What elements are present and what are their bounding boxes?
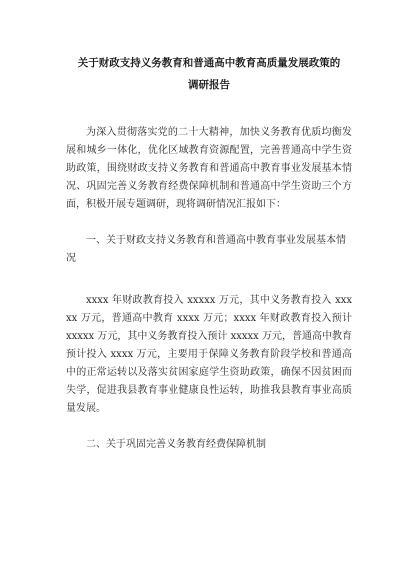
section-2-heading: 二、关于巩固完善义务教育经费保障机制 (86, 439, 266, 450)
document-title-line-1: 关于财政支持义务教育和普通高中教育高质量发展政策的 (77, 57, 341, 69)
section-1-body: xxxx 年财政教育投入 xxxxx 万元，其中义务教育投入 xxxxx 万元，普通高中教育 xxxx 万元；xxxx 年财政教育投入预计 xxxxx 万元，其中义务教育投入预计 xxxxx 万元，普通高中教育预计投入 xxxx 万元，主要用于保障义务教育阶段学校和普通高中的正常运转以及落实贫困家庭学生资助政策，确保不因贫困而失学，促进我县教育事业健康良性运转，助推我县教育事业高质量发展。 (66, 295, 352, 414)
intro-paragraph: 为深入贯彻落实党的二十大精神，加快义务教育优质均衡发展和城乡一体化，优化区域教育资源配置，完善普通高中学生资助政策，围绕财政支持义务教育和普通高中教育事业发展基本情况、巩固完善义务教育经费保障机制和普通高中学生资助三个方面，积极开展专题调研，现将调研情况汇报如下： (66, 127, 352, 210)
document-title (66, 52, 352, 96)
document-title-line-2: 调研报告 (188, 79, 230, 91)
section-1-heading: 一、关于财政支持义务教育和普通高中教育事业发展基本情况 (66, 235, 346, 264)
